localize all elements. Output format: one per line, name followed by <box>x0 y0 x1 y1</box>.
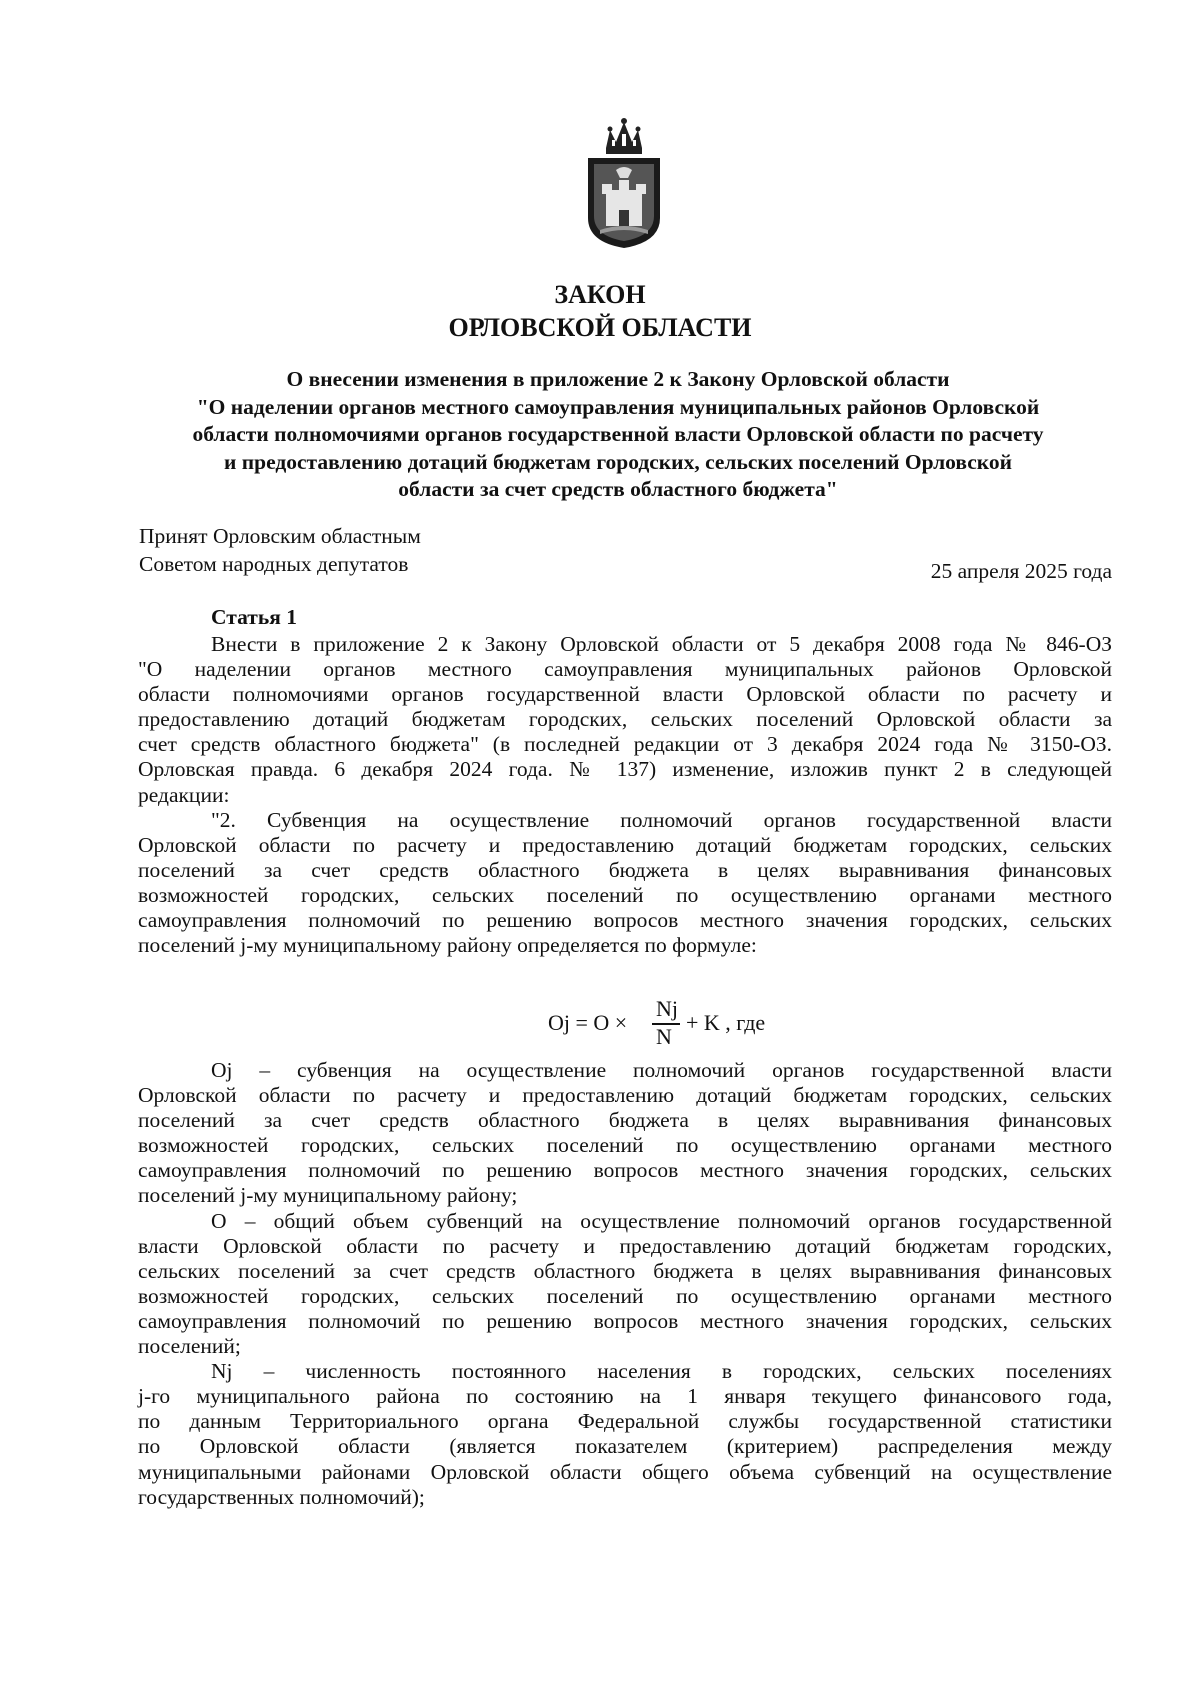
text-line: поселений за счет средств областного бюджета в целях выравнивания финансовых <box>138 1108 1112 1133</box>
adopted-line: Принят Орловским областным <box>139 524 421 548</box>
text-line: поселений j-му муниципальному району; <box>138 1183 518 1208</box>
text-line: поселений; <box>138 1334 241 1359</box>
text-line: поселений j-му муниципальному району определяется по формуле: <box>138 933 757 958</box>
text-line: власти Орловской области по расчету и предоставлению дотаций бюджетам городских, <box>138 1233 1112 1258</box>
text-line: О – общий объем субвенций на осуществление полномочий органов государственной <box>211 1208 1112 1233</box>
text-line: Орловской области по расчету и предоставлению дотаций бюджетам городских, сельских <box>138 1083 1112 1108</box>
text-line: счет средств областного бюджета" (в последней редакции от 3 декабря 2024 года № 3150-ОЗ. <box>138 732 1112 757</box>
title-line: области за счет средств областного бюджета" <box>398 477 838 501</box>
text-line: поселений за счет средств областного бюджета в целях выравнивания финансовых <box>138 857 1112 882</box>
formula-denominator: N <box>656 1024 672 1049</box>
law-title <box>128 366 1108 504</box>
adopted-line: Советом народных депутатов <box>139 552 409 576</box>
text-line: возможностей городских, сельских поселений по осуществлению органами местного <box>138 1133 1112 1158</box>
text-line: j-го муниципального района по состоянию на 1 января текущего финансового года, <box>138 1384 1112 1409</box>
text-line: по Орловской области (является показателем (критерием) распределения между <box>138 1434 1112 1459</box>
text-line: сельских поселений за счет средств областного бюджета в целях выравнивания финансовых <box>138 1258 1112 1283</box>
text-line: самоуправления полномочий по решению вопросов местного значения городских, сельских <box>138 908 1112 933</box>
text-line: предоставлению дотаций бюджетам городских, сельских поселений Орловской области за <box>138 707 1112 732</box>
text-line: по данным Территориального органа Федеральной службы государственной статистики <box>138 1409 1112 1434</box>
text-line: "2. Субвенция на осуществление полномочий органов государственной власти <box>211 807 1112 832</box>
text-line: области полномочиями органов государственной власти Орловской области по расчету и <box>138 682 1112 707</box>
adoption-date: 25 апреля 2025 года <box>930 559 1112 583</box>
text-line: Nj – численность постоянного населения в городских, сельских поселениях <box>211 1359 1112 1384</box>
title-line: и предоставлению дотаций бюджетам городских, сельских поселений Орловской <box>223 449 1013 474</box>
text-line: самоуправления полномочий по решению вопросов местного значения городских, сельских <box>138 1158 1112 1183</box>
region-heading: ОРЛОВСКОЙ ОБЛАСТИ <box>448 313 752 342</box>
article-title: Статья 1 <box>211 605 297 629</box>
text-line: муниципальными районами Орловской области общего объема субвенций на осуществление <box>138 1459 1112 1484</box>
formula-numerator: Nj <box>656 996 678 1021</box>
text-line: государственных полномочий); <box>138 1484 425 1509</box>
text-line: Oj – субвенция на осуществление полномочий органов государственной власти <box>211 1058 1112 1082</box>
text-line: Орловская правда. 6 декабря 2024 года. № 137) изменение, изложив пункт 2 в следующей <box>138 757 1112 782</box>
subvention-formula <box>0 996 1200 1048</box>
title-line: области полномочиями органов государственной власти Орловской области по расчету <box>192 422 1044 446</box>
adoption-info <box>139 522 421 578</box>
text-line: возможностей городских, сельских поселений по осуществлению органами местного <box>138 882 1112 907</box>
law-heading: ЗАКОН <box>554 280 646 309</box>
text-line: самоуправления полномочий по решению вопросов местного значения городских, сельских <box>138 1308 1112 1333</box>
title-line: "О наделении органов местного самоуправления муниципальных районов Орловской <box>196 394 1040 419</box>
title-line: О внесении изменения в приложение 2 к Закону Орловской области <box>286 367 950 391</box>
text-line: редакции: <box>138 782 230 807</box>
text-line: возможностей городских, сельских поселений по осуществлению органами местного <box>138 1283 1112 1308</box>
article-body-part-a <box>138 632 1112 958</box>
formula-lhs: Oj = O × <box>548 1010 628 1035</box>
coat-of-arms-emblem <box>574 118 674 250</box>
article-body-part-b <box>138 1058 1112 1510</box>
formula-rhs: + K , где <box>686 1010 766 1035</box>
text-line: Внести в приложение 2 к Закону Орловской области от 5 декабря 2008 года № 846-ОЗ <box>211 632 1112 656</box>
text-line: Орловской области по расчету и предоставлению дотаций бюджетам городских, сельских <box>138 832 1112 857</box>
text-line: "О наделении органов местного самоуправления муниципальных районов Орловской <box>138 657 1112 682</box>
